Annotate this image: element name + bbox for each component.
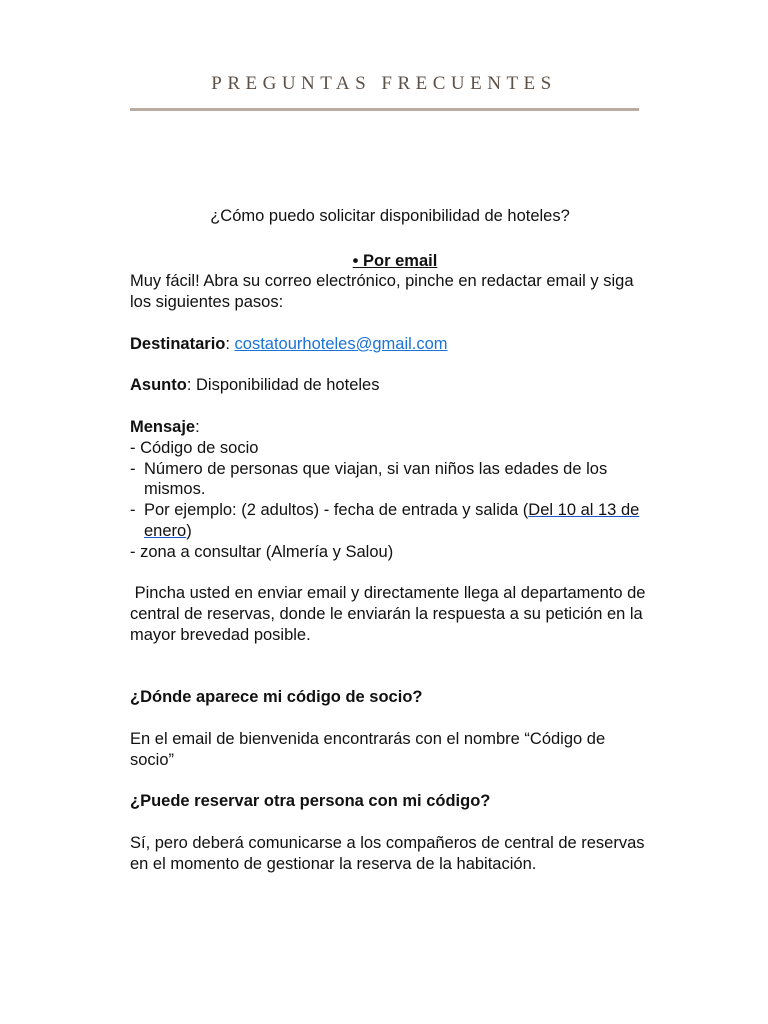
message-item-zone: - zona a consultar (Almería y Salou) bbox=[130, 542, 394, 561]
subject-label: Asunto bbox=[130, 376, 187, 395]
method-heading-text: • Por email bbox=[352, 251, 438, 270]
date-range-link[interactable]: Del 10 al 13 de enero bbox=[144, 501, 640, 540]
subject-line: Asunto: Disponibilidad de hoteles bbox=[130, 376, 380, 395]
faq1-question: ¿Cómo puedo solicitar disponibilidad de hoteles? bbox=[210, 207, 570, 225]
title-divider bbox=[130, 108, 639, 111]
page-title: PREGUNTAS FRECUENTES bbox=[211, 73, 557, 94]
message-item-example-text bbox=[144, 500, 650, 542]
message-item-member-code: - Código de socio bbox=[130, 438, 259, 457]
subject-value: Disponibilidad de hoteles bbox=[196, 376, 380, 395]
method-heading bbox=[130, 251, 650, 272]
recipient-label: Destinatario bbox=[130, 334, 226, 353]
example-text: Por ejemplo: (2 adultos) - fecha de entrada y salida ( bbox=[144, 501, 529, 520]
dash-bullet: - bbox=[130, 501, 136, 520]
message-item-example bbox=[130, 500, 650, 542]
faq2-question: ¿Dónde aparece mi código de socio? bbox=[130, 688, 423, 707]
example-close: ) bbox=[186, 521, 192, 540]
faq3-answer: Sí, pero deberá comunicarse a los compañeros de central de reservas en el momento de gestionar la reserva de la habitación. bbox=[130, 833, 650, 873]
recipient-email-link[interactable]: costatourhoteles@gmail.com bbox=[234, 334, 448, 353]
message-item-people-text: Número de personas que viajan, si van niños las edades de los mismos. bbox=[144, 459, 608, 499]
message-label: Mensaje bbox=[130, 417, 196, 436]
message-line: Mensaje: bbox=[130, 417, 200, 436]
faq1-closing: Pincha usted en enviar email y directamente llega al departamento de central de reservas, donde le enviarán la respuesta a su petición en la mayor brevedad posible. bbox=[130, 584, 651, 644]
dash-bullet: - bbox=[130, 459, 136, 478]
faq1-intro: Muy fácil! Abra su correo electrónico, pinche en redactar email y siga los siguientes pasos: bbox=[130, 272, 639, 312]
message-item-people bbox=[130, 459, 650, 501]
faq3-question: ¿Puede reservar otra persona con mi código? bbox=[130, 792, 491, 811]
faq2-answer: En el email de bienvenida encontrarás con el nombre “Código de socio” bbox=[130, 729, 610, 769]
recipient-line: Destinatario: costatourhoteles@gmail.com bbox=[130, 334, 448, 353]
faq-content bbox=[130, 206, 650, 875]
